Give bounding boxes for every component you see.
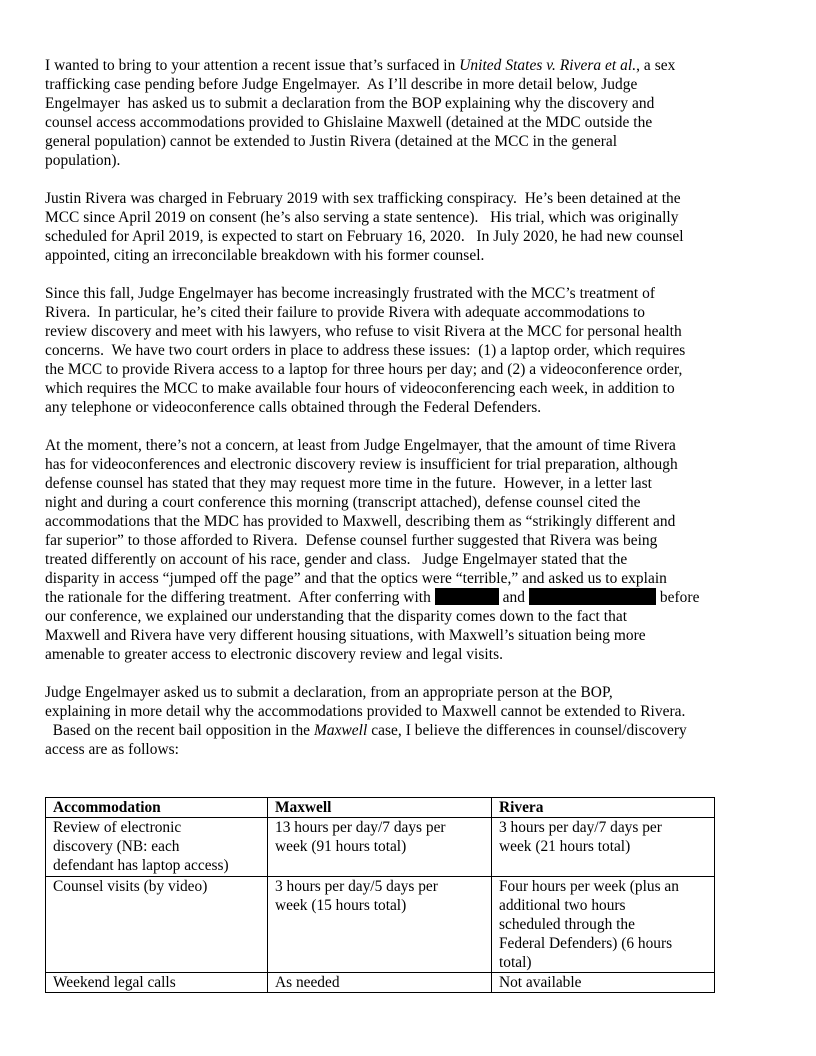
header-accommodation: Accommodation	[46, 798, 268, 818]
header-rivera: Rivera	[492, 798, 715, 818]
text-line	[45, 550, 775, 569]
paragraph	[45, 189, 775, 265]
text-line	[45, 531, 775, 550]
text-run: counsel access accommodations provided to Ghislaine Maxwell (detained at the MDC outside the	[45, 114, 653, 131]
text-line	[45, 341, 775, 360]
maxwell-cell	[268, 877, 492, 973]
paragraph	[45, 436, 775, 664]
cell-text-line: total)	[499, 954, 532, 971]
text-run: far superior” to those afforded to Rivera. Defense counsel further suggested that Rivera was being	[45, 532, 658, 549]
text-run: treated differently on account of his race, gender and class. Judge Engelmayer stated that the	[45, 551, 628, 568]
cell-text-line: 13 hours per day/7 days per	[275, 819, 446, 836]
cell-text-line: week (21 hours total)	[499, 838, 631, 855]
italic-case-name: United States v. Rivera et al.	[459, 57, 637, 74]
cell-text-line: Four hours per week (plus an	[499, 878, 679, 895]
accommodation-cell	[46, 973, 268, 993]
rivera-cell	[492, 877, 715, 973]
text-line	[45, 227, 775, 246]
text-run: Since this fall, Judge Engelmayer has become increasingly frustrated with the MCC’s treatment of	[45, 285, 656, 302]
cell-text-line: 3 hours per day/7 days per	[499, 819, 662, 836]
text-line	[45, 360, 775, 379]
text-run: explaining in more detail why the accommodations provided to Maxwell cannot be extended to Rivera.	[45, 703, 686, 720]
text-run: night and during a court conference this morning (transcript attached), defense counsel cited the	[45, 494, 641, 511]
table-row	[46, 973, 715, 993]
text-run: concerns. We have two court orders in place to address these issues: (1) a laptop order, which requires	[45, 342, 686, 359]
cell-text-line: discovery (NB: each	[53, 838, 180, 855]
text-run: Rivera. In particular, he’s cited their failure to provide Rivera with adequate accommodations to	[45, 304, 646, 321]
text-line	[45, 474, 775, 493]
text-line	[45, 322, 775, 341]
text-run: MCC since April 2019 on consent (he’s also serving a state sentence). His trial, which was originally	[45, 209, 679, 226]
text-run: has for videoconferences and electronic discovery review is insufficient for trial preparation, although	[45, 456, 678, 473]
text-run: disparity in access “jumped off the page” and that the optics were “terrible,” and asked us to explain	[45, 570, 667, 587]
cell-text-line: As needed	[275, 974, 340, 991]
rivera-cell	[492, 973, 715, 993]
text-line	[45, 683, 775, 702]
text-run: defense counsel has stated that they may request more time in the future. However, in a letter last	[45, 475, 652, 492]
text-line	[45, 379, 775, 398]
text-run: scheduled for April 2019, is expected to start on February 16, 2020. In July 2020, he had new counsel	[45, 228, 684, 245]
text-line	[45, 208, 775, 227]
paragraph	[45, 284, 775, 417]
cell-text-line: Review of electronic	[53, 819, 182, 836]
text-line	[45, 512, 775, 531]
text-line	[45, 94, 775, 113]
text-run: any telephone or videoconference calls obtained through the Federal Defenders.	[45, 399, 542, 416]
table-header-row	[46, 798, 715, 818]
text-line	[45, 246, 775, 265]
text-line	[45, 702, 775, 721]
text-line	[45, 151, 775, 170]
maxwell-cell	[268, 973, 492, 993]
text-run: accommodations that the MDC has provided to Maxwell, describing them as “strikingly different and	[45, 513, 676, 530]
cell-text-line: additional two hours	[499, 897, 626, 914]
text-line	[45, 721, 775, 740]
text-run: case, I believe the differences in counsel/discovery	[367, 722, 687, 739]
text-line	[45, 398, 775, 417]
text-run: and	[498, 589, 529, 606]
accommodation-comparison-table	[45, 797, 715, 993]
text-run: I wanted to bring to your attention a recent issue that’s surfaced in	[45, 57, 460, 74]
text-run: review discovery and meet with his lawyers, who refuse to visit Rivera at the MCC for personal health	[45, 323, 682, 340]
accommodation-cell	[46, 818, 268, 877]
text-line	[45, 626, 775, 645]
text-line	[45, 455, 775, 474]
cell-text-line: Not available	[499, 974, 582, 991]
text-line	[45, 132, 775, 151]
text-run: our conference, we explained our understanding that the disparity comes down to the fact that	[45, 608, 628, 625]
text-run: Judge Engelmayer asked us to submit a declaration, from an appropriate person at the BOP,	[45, 684, 613, 701]
paragraph	[45, 56, 775, 170]
paragraph	[45, 683, 775, 759]
table-row	[46, 818, 715, 877]
cell-text-line: defendant has laptop access)	[53, 857, 229, 874]
text-line	[45, 56, 775, 75]
cell-text-line: Weekend legal calls	[53, 974, 176, 991]
text-run: population).	[45, 152, 121, 169]
text-run: the MCC to provide Rivera access to a laptop for three hours per day; and (2) a videoconference order,	[45, 361, 683, 378]
text-run: which requires the MCC to make available four hours of videoconferencing each week, in addition to	[45, 380, 675, 397]
accommodation-cell	[46, 877, 268, 973]
text-run: Maxwell and Rivera have very different housing situations, with Maxwell’s situation being more	[45, 627, 646, 644]
text-run: before	[655, 589, 700, 606]
text-line	[45, 607, 775, 626]
text-run: Based on the recent bail opposition in the	[45, 722, 314, 739]
redaction-box	[435, 588, 499, 605]
text-run: general population) cannot be extended to Justin Rivera (detained at the MCC in the general	[45, 133, 618, 150]
header-maxwell: Maxwell	[268, 798, 492, 818]
text-run: At the moment, there’s not a concern, at least from Judge Engelmayer, that the amount of time Rivera	[45, 437, 676, 454]
text-line	[45, 75, 775, 94]
cell-text-line: Federal Defenders) (6 hours	[499, 935, 673, 952]
text-line	[45, 113, 775, 132]
text-line	[45, 740, 775, 759]
text-line	[45, 588, 775, 607]
text-line	[45, 645, 775, 664]
text-line	[45, 569, 775, 588]
redaction-box	[529, 588, 656, 605]
text-run: amenable to greater access to electronic discovery review and legal visits.	[45, 646, 504, 663]
text-run: Justin Rivera was charged in February 2019 with sex trafficking conspiracy. He’s been detained at the	[45, 190, 681, 207]
text-run: the rationale for the differing treatment. After conferring with	[45, 589, 435, 606]
text-run: access are as follows:	[45, 741, 180, 758]
text-run: , a sex	[636, 57, 676, 74]
cell-text-line: 3 hours per day/5 days per	[275, 878, 438, 895]
cell-text-line: week (91 hours total)	[275, 838, 407, 855]
text-line	[45, 493, 775, 512]
cell-text-line: scheduled through the	[499, 916, 635, 933]
text-run: trafficking case pending before Judge Engelmayer. As I’ll describe in more detail below, Judge	[45, 76, 638, 93]
text-line	[45, 303, 775, 322]
italic-case-name: Maxwell	[313, 722, 368, 739]
rivera-cell	[492, 818, 715, 877]
cell-text-line: week (15 hours total)	[275, 897, 407, 914]
maxwell-cell	[268, 818, 492, 877]
text-run: appointed, citing an irreconcilable breakdown with his former counsel.	[45, 247, 485, 264]
cell-text-line: Counsel visits (by video)	[53, 878, 208, 895]
text-run: Engelmayer has asked us to submit a declaration from the BOP explaining why the discovery and	[45, 95, 655, 112]
text-line	[45, 189, 775, 208]
text-line	[45, 436, 775, 455]
text-line	[45, 284, 775, 303]
table-row	[46, 877, 715, 973]
